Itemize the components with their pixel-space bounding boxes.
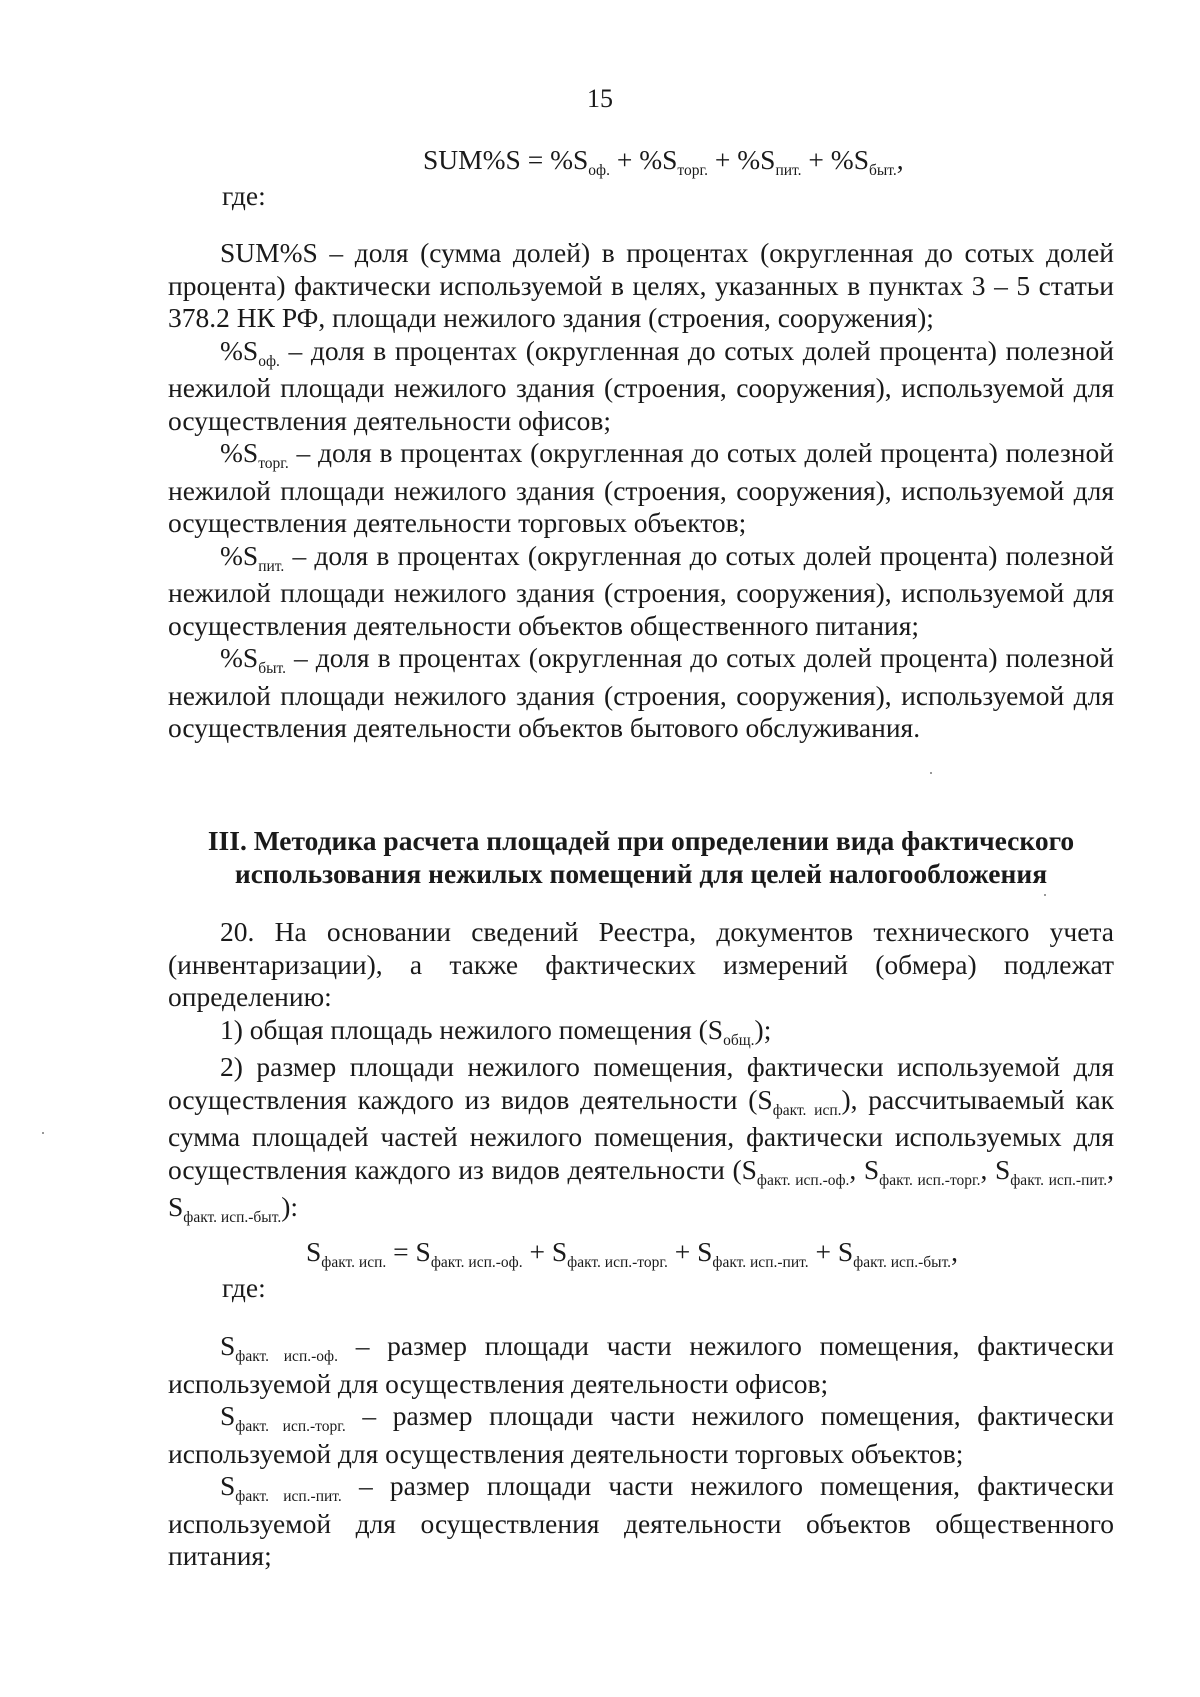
def-text: – доля в процентах (округленная до сотых долей процента) полезной нежилой площади нежилого здания (строения, сооружения), используемой для осуществления деятельности объектов бытового обслуживания. bbox=[168, 642, 1114, 743]
def-office-area bbox=[168, 1330, 1114, 1400]
item-symbol: S bbox=[707, 1013, 724, 1045]
item-symbol: S bbox=[757, 1083, 773, 1115]
formula-plus: + bbox=[707, 144, 738, 175]
formula-subscript: факт. исп. bbox=[321, 1254, 387, 1271]
def-trade-area bbox=[168, 1400, 1114, 1470]
item-subscript: факт. исп.-быт. bbox=[183, 1209, 282, 1226]
def-catering-area bbox=[168, 1470, 1114, 1573]
formula-subscript: торг. bbox=[677, 162, 708, 179]
scan-speck bbox=[930, 772, 932, 774]
def-text: – размер площади части нежилого помещения, фактически используемой для осуществления деятельности объектов общественного питания; bbox=[168, 1470, 1114, 1571]
def-text: – доля в процентах (округленная до сотых долей процента) полезной нежилой площади нежилого здания (строения, сооружения), используемой для осуществления деятельности офисов; bbox=[168, 334, 1114, 436]
item-symbol: S bbox=[863, 1153, 880, 1185]
def-household-share bbox=[168, 642, 1114, 745]
def-symbol: %S bbox=[220, 334, 259, 366]
item-sep: , bbox=[980, 1153, 995, 1185]
item-end: ); bbox=[754, 1013, 772, 1045]
item-subscript: факт. исп.-оф. bbox=[756, 1171, 850, 1189]
item-subscript: факт. исп.-пит. bbox=[1010, 1171, 1108, 1189]
where-label: где: bbox=[222, 1272, 266, 1303]
formula-end: , bbox=[951, 1236, 958, 1267]
definitions-block-1 bbox=[168, 237, 1114, 745]
section-heading bbox=[168, 824, 1114, 890]
item-symbol: S bbox=[168, 1191, 184, 1222]
item-subscript: факт. исп. bbox=[772, 1101, 842, 1119]
def-subscript: торг. bbox=[258, 455, 289, 472]
def-subscript: факт. исп.-оф. bbox=[235, 1348, 338, 1365]
def-office-share bbox=[168, 335, 1114, 438]
formula-plus: + bbox=[522, 1236, 552, 1267]
formula-term: %S bbox=[550, 144, 589, 175]
def-text: – размер площади части нежилого помещения, фактически используемой для осуществления деятельности торговых объектов; bbox=[168, 1400, 1114, 1469]
def-subscript: факт. исп.-пит. bbox=[235, 1488, 342, 1505]
formula-lhs: S bbox=[306, 1236, 322, 1267]
def-symbol: S bbox=[220, 1330, 236, 1361]
item-text: 1) общая площадь нежилого помещения ( bbox=[220, 1013, 708, 1045]
def-symbol: %S bbox=[220, 642, 259, 673]
formula-subscript: оф. bbox=[588, 162, 610, 179]
paragraph-20-intro: 20. На основании сведений Реестра, документов технического учета (инвентаризации), а также фактических измерений (обмера) подлежат определению: bbox=[168, 916, 1114, 1012]
formula-term: %S bbox=[737, 144, 776, 175]
formula-subscript: пит. bbox=[775, 162, 802, 179]
item-symbol: S bbox=[994, 1153, 1011, 1185]
item-subscript: факт. исп.-торг. bbox=[879, 1171, 981, 1189]
formula-subscript: быт. bbox=[869, 162, 897, 179]
formula-term: %S bbox=[830, 144, 869, 175]
scan-speck bbox=[1044, 894, 1046, 896]
item-text: 2) размер площади нежилого помещения, фактически используемой для осуществления каждого из видов деятельности ( bbox=[168, 1051, 1114, 1115]
formula-eq: = bbox=[386, 1236, 416, 1267]
def-subscript: оф. bbox=[258, 352, 280, 370]
formula-term: S bbox=[837, 1236, 854, 1267]
page-number: 15 bbox=[587, 84, 613, 113]
item-1 bbox=[168, 1014, 1114, 1052]
formula-term: %S bbox=[639, 144, 678, 175]
formula-end: , bbox=[896, 144, 904, 175]
formula-plus: + bbox=[609, 144, 640, 175]
def-symbol: S bbox=[220, 1400, 236, 1431]
formula-subscript: факт. исп.-быт. bbox=[853, 1254, 952, 1271]
def-sum-percent: SUM%S – доля (сумма долей) в процентах (округленная до сотых долей процента) фактически используемой в целях, указанных в пунктах 3 – 5 статьи 378.2 НК РФ, площади нежилого здания (строения, сооружения); bbox=[168, 237, 1114, 333]
def-catering-share bbox=[168, 540, 1114, 643]
formula-plus: + bbox=[808, 1236, 838, 1267]
def-symbol: %S bbox=[220, 539, 259, 571]
formula-plus: + bbox=[801, 144, 831, 175]
def-text: – доля в процентах (округленная до сотых долей процента) полезной нежилой площади нежилого здания (строения, сооружения), используемой для осуществления деятельности объектов общественного питания; bbox=[168, 539, 1114, 641]
formula-lhs: SUM%S bbox=[423, 144, 521, 175]
paragraph-20 bbox=[168, 916, 1114, 1229]
item-sep: , bbox=[1107, 1153, 1115, 1185]
item-2 bbox=[168, 1051, 1114, 1229]
section-heading-line-2: использования нежилых помещений для целей налогообложения bbox=[234, 858, 1048, 889]
scan-speck bbox=[42, 1132, 44, 1134]
formula-term: S bbox=[415, 1236, 431, 1267]
section-heading-line-1: III. Методика расчета площадей при определении вида фактического bbox=[207, 825, 1075, 856]
formula-eq: = bbox=[520, 144, 551, 175]
def-subscript: пит. bbox=[258, 557, 285, 575]
def-text: – доля в процентах (округленная до сотых долей процента) полезной нежилой площади нежилого здания (строения, сооружения), используемой для осуществления деятельности торговых объектов; bbox=[168, 437, 1114, 538]
formula-term: S bbox=[697, 1236, 713, 1267]
definitions-block-2 bbox=[168, 1330, 1114, 1573]
formula-subscript: факт. исп.-торг. bbox=[567, 1254, 668, 1271]
def-trade-share bbox=[168, 437, 1114, 540]
formula-subscript: факт. исп.-пит. bbox=[712, 1254, 809, 1271]
where-label: где: bbox=[222, 180, 266, 211]
item-symbol: S bbox=[741, 1153, 757, 1185]
def-subscript: быт. bbox=[258, 660, 286, 677]
formula-sum-percent bbox=[423, 144, 904, 179]
item-text: ), рассчитываемый как сумма площадей частей нежилого помещения, фактически используемых для осуществления каждого из видов деятельности ( bbox=[168, 1083, 1114, 1185]
formula-subscript: факт. исп.-оф. bbox=[430, 1254, 523, 1271]
formula-term: S bbox=[551, 1236, 568, 1267]
def-symbol: %S bbox=[220, 437, 259, 468]
def-text: – размер площади части нежилого помещения, фактически используемой для осуществления деятельности офисов; bbox=[168, 1330, 1114, 1399]
formula-plus: + bbox=[667, 1236, 698, 1267]
item-subscript: общ. bbox=[723, 1031, 755, 1049]
item-end: ): bbox=[281, 1191, 299, 1222]
formula-actual-area bbox=[306, 1236, 958, 1271]
def-symbol: S bbox=[220, 1470, 236, 1501]
item-sep: , bbox=[849, 1153, 864, 1185]
def-subscript: факт. исп.-торг. bbox=[235, 1418, 346, 1435]
